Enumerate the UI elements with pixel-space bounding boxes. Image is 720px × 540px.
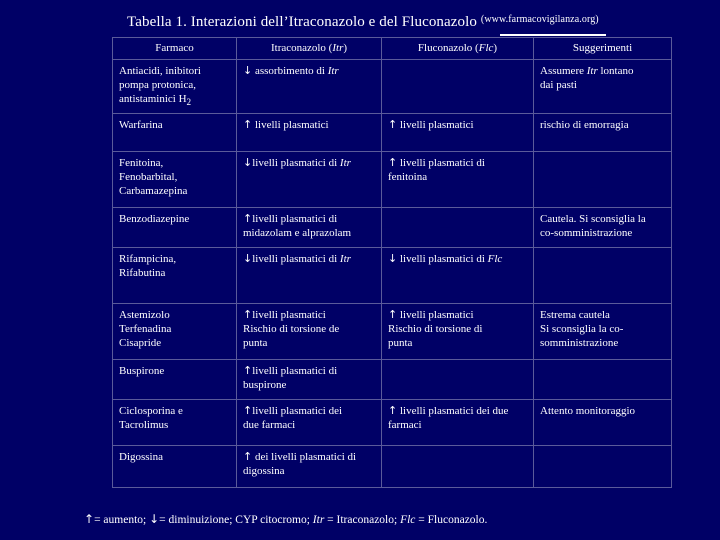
cell-farmaco: Buspirone <box>113 360 237 400</box>
cell-fluconazolo <box>382 60 534 114</box>
header-fluconazolo: Fluconazolo (Flc) <box>382 38 534 60</box>
cell-fluconazolo: ↑ livelli plasmatici di fenitoina <box>382 152 534 208</box>
table-row <box>113 400 672 446</box>
header-row <box>113 38 672 60</box>
up-arrow-icon: ↑ <box>243 404 253 418</box>
table-row <box>113 446 672 488</box>
down-arrow-icon: ↓ <box>243 156 253 170</box>
cell-fluconazolo <box>382 446 534 488</box>
down-arrow-icon: ↓ <box>149 512 160 526</box>
up-arrow-icon: ↑ <box>388 156 398 170</box>
cell-farmaco: Fenitoina, Fenobarbital, Carbamazepina <box>113 152 237 208</box>
cell-suggerimenti: Assumere Itr lontano dai pasti <box>534 60 672 114</box>
table-row <box>113 152 672 208</box>
cell-fluconazolo <box>382 360 534 400</box>
title-source: (www.farmacovigilanza.org) <box>480 14 599 25</box>
header-suggerimenti: Suggerimenti <box>534 38 672 60</box>
cell-farmaco: Astemizolo Terfenadina Cisapride <box>113 304 237 360</box>
up-arrow-icon: ↑ <box>243 364 253 378</box>
cell-itraconazolo: ↑ livelli plasmatici <box>237 114 382 152</box>
up-arrow-icon: ↑ <box>243 308 253 322</box>
cell-farmaco: Benzodiazepine <box>113 208 237 248</box>
cell-farmaco: Ciclosporina e Tacrolimus <box>113 400 237 446</box>
cell-suggerimenti: rischio di emorragia <box>534 114 672 152</box>
header-itraconazolo: Itraconazolo (Itr) <box>237 38 382 60</box>
up-arrow-icon: ↑ <box>243 450 253 464</box>
cell-fluconazolo: ↑ livelli plasmatici dei due farmaci <box>382 400 534 446</box>
cell-itraconazolo: ↑livelli plasmatici di midazolam e alprazolam <box>237 208 382 248</box>
cell-farmaco: Antiacidi, inibitori pompa protonica, antistaminici $H_2$ <box>113 60 237 114</box>
cell-itraconazolo: ↑livelli plasmatici Rischio di torsione de punta <box>237 304 382 360</box>
down-arrow-icon: ↓ <box>243 252 253 266</box>
cell-farmaco: Warfarina <box>113 114 237 152</box>
table-row <box>113 208 672 248</box>
up-arrow-icon: ↑ <box>243 118 253 132</box>
up-arrow-icon: ↑ <box>243 212 253 226</box>
cell-suggerimenti <box>534 446 672 488</box>
cell-itraconazolo: ↑livelli plasmatici dei due farmaci <box>237 400 382 446</box>
cell-fluconazolo: ↑ livelli plasmatici Rischio di torsione di punta <box>382 304 534 360</box>
table-row <box>113 248 672 304</box>
cell-fluconazolo <box>382 208 534 248</box>
cell-itraconazolo: ↓livelli plasmatici di Itr <box>237 152 382 208</box>
table-row <box>113 114 672 152</box>
cell-itraconazolo: ↑livelli plasmatici di buspirone <box>237 360 382 400</box>
cell-suggerimenti <box>534 360 672 400</box>
cell-itraconazolo: ↑ dei livelli plasmatici di digossina <box>237 446 382 488</box>
slide-title <box>127 14 599 31</box>
title-underline <box>500 34 606 36</box>
cell-farmaco: Digossina <box>113 446 237 488</box>
cell-suggerimenti <box>534 152 672 208</box>
cell-suggerimenti: Attento monitoraggio <box>534 400 672 446</box>
cell-suggerimenti: Cautela. Si sconsiglia la co-somministrazione <box>534 208 672 248</box>
cell-suggerimenti <box>534 248 672 304</box>
cell-fluconazolo: ↓ livelli plasmatici di Flc <box>382 248 534 304</box>
table-row <box>113 60 672 114</box>
up-arrow-icon: ↑ <box>388 308 398 322</box>
cell-farmaco: Rifampicina, Rifabutina <box>113 248 237 304</box>
up-arrow-icon: ↑ <box>84 512 95 526</box>
cell-itraconazolo: ↓ assorbimento di Itr <box>237 60 382 114</box>
cell-fluconazolo: ↑ livelli plasmatici <box>382 114 534 152</box>
cell-itraconazolo: ↓livelli plasmatici di Itr <box>237 248 382 304</box>
table-row <box>113 304 672 360</box>
up-arrow-icon: ↑ <box>388 404 398 418</box>
interactions-table <box>112 37 672 488</box>
header-farmaco: Farmaco <box>113 38 237 60</box>
title-text: Tabella 1. Interazioni dell’Itraconazolo e del Fluconazolo <box>127 14 478 30</box>
table-row <box>113 360 672 400</box>
cell-suggerimenti: Estrema cautela Si sconsiglia la co- somministrazione <box>534 304 672 360</box>
legend-footnote: ↑= aumento; ↓= diminuizione; CYP citocromo; Itr = Itraconazolo; Flc = Fluconazolo. <box>84 512 488 526</box>
down-arrow-icon: ↓ <box>243 64 253 77</box>
up-arrow-icon: ↑ <box>388 118 398 132</box>
down-arrow-icon: ↓ <box>388 252 398 266</box>
